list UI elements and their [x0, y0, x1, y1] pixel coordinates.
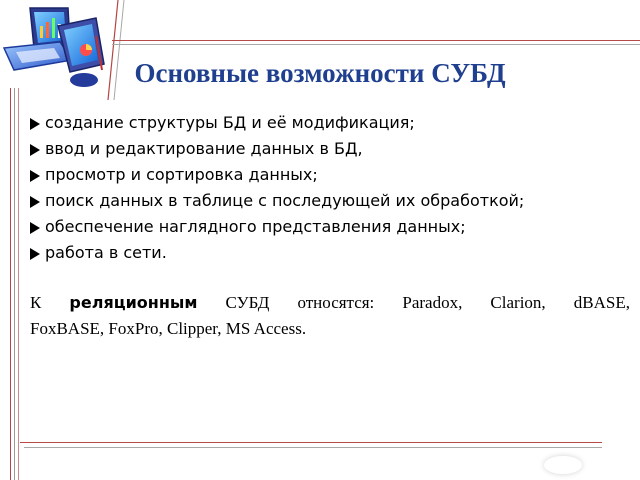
list-item-text: создание структуры БД и её модификация;: [45, 113, 415, 132]
list-item: [30, 162, 630, 188]
triangle-bullet-icon: [30, 170, 40, 182]
list-item-text: работа в сети.: [45, 243, 167, 262]
triangle-bullet-icon: [30, 118, 40, 130]
paragraph-word: Paradox,: [402, 293, 463, 312]
list-item: [30, 110, 630, 136]
decorative-bubble: [544, 456, 582, 474]
list-item-text: поиск данных в таблице с последующей их обработкой;: [45, 191, 525, 210]
triangle-bullet-icon: [30, 196, 40, 208]
paragraph-word: относятся:: [297, 293, 375, 312]
left-border-gray: [14, 88, 15, 480]
triangle-bullet-icon: [30, 144, 40, 156]
slide-title: Основные возможности СУБД: [134, 58, 506, 88]
paragraph-word: К: [30, 293, 42, 312]
list-item: [30, 214, 630, 240]
feature-list: [30, 110, 630, 266]
top-divider-gray: [112, 44, 640, 45]
left-border-light: [18, 88, 19, 480]
list-item-text: ввод и редактирование данных в БД,: [45, 139, 363, 158]
list-item: [30, 240, 630, 266]
list-item-text: просмотр и сортировка данных;: [45, 165, 318, 184]
dbms-paragraph: [30, 290, 630, 342]
bottom-divider-gray: [24, 447, 602, 448]
paragraph-word: Clarion,: [490, 293, 546, 312]
triangle-bullet-icon: [30, 222, 40, 234]
list-item-text: обеспечение наглядного представления данных;: [45, 217, 466, 236]
paragraph-line-2: FoxBASE, FoxPro, Clipper, MS Access.: [30, 319, 307, 338]
top-divider-red: [112, 40, 640, 41]
list-item: [30, 188, 630, 214]
paragraph-word: СУБД: [225, 293, 270, 312]
bottom-divider-red: [20, 442, 602, 443]
list-item: [30, 136, 630, 162]
paragraph-word: dBASE,: [573, 293, 630, 312]
paragraph-line-1: [30, 290, 630, 316]
left-border-red: [10, 88, 11, 480]
triangle-bullet-icon: [30, 248, 40, 260]
paragraph-bold-word: реляционным: [69, 293, 198, 312]
